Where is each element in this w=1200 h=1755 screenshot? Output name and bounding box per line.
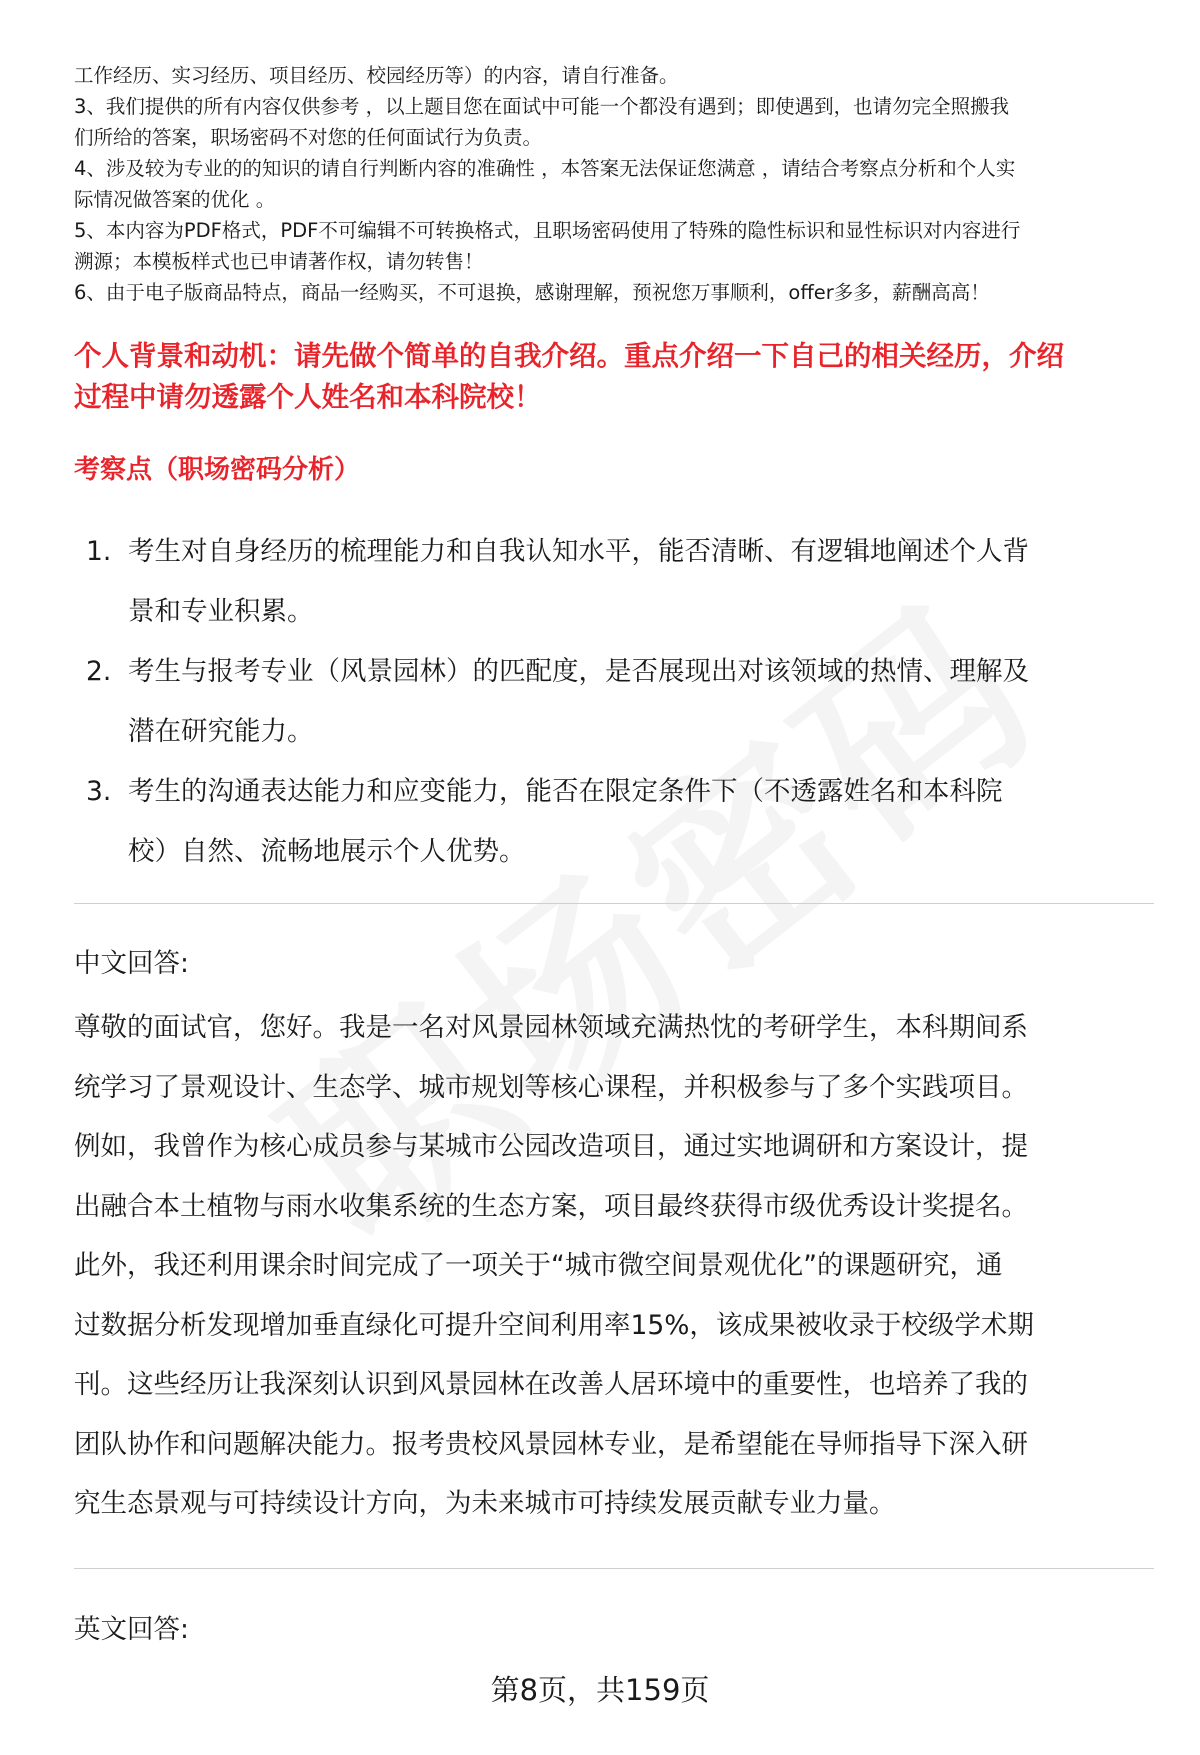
- point-item: [74, 522, 1154, 642]
- section-divider: [74, 1568, 1154, 1569]
- note-line: 5、本内容为PDF格式，PDF不可编辑不可转换格式，且职场密码使用了特殊的隐性标识和显性标识对内容进行: [74, 219, 1021, 242]
- points-list: [74, 522, 1154, 882]
- answer-line: 过数据分析发现增加垂直绿化可提升空间利用率15%，该成果被收录于校级学术期: [74, 1309, 1034, 1341]
- point-text: [128, 522, 1158, 642]
- point-number: 3.: [86, 776, 112, 807]
- point-number: 1.: [86, 536, 112, 567]
- note-line: 4、涉及较为专业的的知识的请自行判断内容的准确性 ，本答案无法保证您满意 ，请结合考察点分析和个人实: [74, 157, 1016, 180]
- section-divider: [74, 903, 1154, 904]
- question-heading: [74, 336, 1154, 418]
- answer-line: 刊。这些经历让我深刻认识到风景园林在改善人居环境中的重要性，也培养了我的: [74, 1369, 1028, 1400]
- point-line: 考生对自身经历的梳理能力和自我认知水平，能否清晰、有逻辑地阐述个人背: [128, 536, 1029, 567]
- point-line: 考生的沟通表达能力和应变能力，能否在限定条件下（不透露姓名和本科院: [128, 776, 1003, 807]
- point-text: [128, 762, 1158, 882]
- answer-line: 统学习了景观设计、生态学、城市规划等核心课程，并积极参与了多个实践项目。: [74, 1071, 1028, 1103]
- note-line: 工作经历、实习经历、项目经历、校园经历等）的内容，请自行准备。: [74, 64, 679, 87]
- point-line: 潜在研究能力。: [128, 716, 314, 747]
- note-line: 3、我们提供的所有内容仅供参考 ，以上题目您在面试中可能一个都没有遇到；即使遇到，也请勿完全照搬我: [74, 95, 1010, 118]
- question-line: 过程中请勿透露个人姓名和本科院校！: [74, 381, 542, 413]
- answer-line: 团队协作和问题解决能力。报考贵校风景园林专业，是希望能在导师指导下深入研: [74, 1428, 1028, 1460]
- chinese-answer-body: [74, 998, 1154, 1534]
- answer-line: 尊敬的面试官，您好。我是一名对风景园林领域充满热忱的考研学生，本科期间系: [74, 1012, 1028, 1043]
- note-line: 们所给的答案，职场密码不对您的任何面试行为负责。: [74, 126, 543, 149]
- point-number: 2.: [86, 656, 112, 687]
- question-line: 个人背景和动机：请先做个简单的自我介绍。重点介绍一下自己的相关经历，介绍: [74, 340, 1064, 372]
- answer-line: 此外，我还利用课余时间完成了一项关于“城市微空间景观优化”的课题研究，通: [74, 1250, 1003, 1281]
- notes-block: [74, 60, 1154, 308]
- point-text: [128, 642, 1158, 762]
- answer-line: 例如，我曾作为核心成员参与某城市公园改造项目，通过实地调研和方案设计，提: [74, 1131, 1028, 1162]
- note-line: 溯源；本模板样式也已申请著作权，请勿转售！: [74, 250, 484, 273]
- chinese-answer-label: 中文回答:: [74, 948, 189, 979]
- english-answer-label: 英文回答:: [74, 1614, 189, 1645]
- point-line: 景和专业积累。: [128, 596, 314, 627]
- point-line: 校）自然、流畅地展示个人优势。: [128, 836, 526, 867]
- note-line: 际情况做答案的优化 。: [74, 188, 276, 211]
- page-footer: 第8页，共159页: [490, 1673, 710, 1707]
- points-title: 考察点（职场密码分析）: [74, 455, 361, 485]
- note-line: 6、由于电子版商品特点，商品一经购买，不可退换，感谢理解，预祝您万事顺利，offer多多，薪酬高高！: [74, 281, 990, 304]
- point-item: [74, 762, 1154, 882]
- point-line: 考生与报考专业（风景园林）的匹配度，是否展现出对该领域的热情、理解及: [128, 656, 1029, 687]
- answer-line: 究生态景观与可持续设计方向，为未来城市可持续发展贡献专业力量。: [74, 1488, 896, 1519]
- answer-line: 出融合本土植物与雨水收集系统的生态方案，项目最终获得市级优秀设计奖提名。: [74, 1190, 1028, 1222]
- point-item: [74, 642, 1154, 762]
